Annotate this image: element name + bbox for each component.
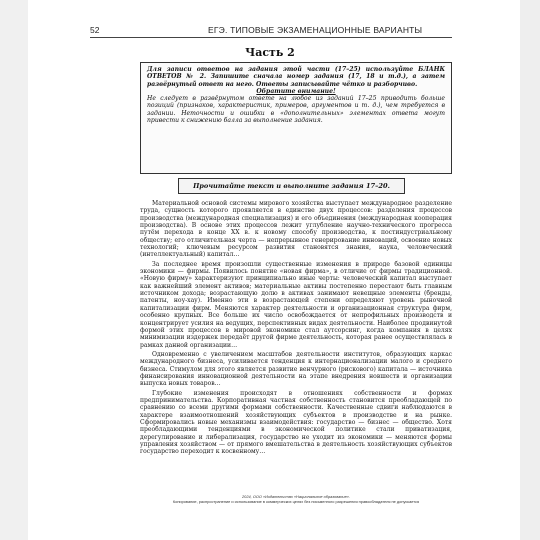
page-margin-left <box>0 0 28 540</box>
instructions-box <box>140 62 452 174</box>
page-number: 52 <box>90 25 100 35</box>
footer-copyright: 2024, ООО «Издательство «Национальное образование». <box>242 494 350 499</box>
page-header <box>90 22 452 38</box>
paragraph: Глубокие изменения происходят в отношениях собственности и формах предпринимательства. Корпоративная частная собственность становится преобладающей по сравнению со всеми другими формами собственности. Качественные сдвиги наблюдаются в характере взаимоотношений хозяйствующих субъектов в производстве и на рынке. Сформировались новые механизмы взаимодействия: государство — бизнес — общество. Хотя преобладающими тенденциями в экономической политике стали приватизация, дерегулирование и либерализация, государство не уходит из экономики — меняются формы управления хозяйством — от прямого вмешательства в деятельность хозяйствующих субъектов государство переходит к косвенному… <box>140 389 452 456</box>
part-title: Часть 2 <box>245 46 295 59</box>
header-rule <box>90 37 452 38</box>
instructions-attention: Обратите внимание! <box>256 87 336 95</box>
instructions-bold: Для записи ответов на задания этой части (17–25) используйте БЛАНК ОТВЕТОВ № 2. Запишите сначала номер задания (17, 18 и т.д.), а затем развёрнутый ответ на него. Ответы записывайте чётко и разборчиво. <box>147 66 445 88</box>
header-title: ЕГЭ. ТИПОВЫЕ ЭКЗАМЕНАЦИОННЫЕ ВАРИАНТЫ <box>208 25 423 35</box>
page-footer <box>140 494 452 504</box>
paragraph: За последнее время произошли существенные изменения в природе базовой единицы экономики — фирмы. Появилось понятие «новая фирма», в отличие от фирмы традиционной. «Новую фирму» характеризуют принципиально иные черты: человеческий капитал выступает как важнейший элемент активов; материальные активы постепенно перестают быть главным источником дохода; возрастающую долю в активах занимают невещные элементы (бренды, патенты, ноу-хау). Именно эти в возрастающей степени определяют уровень рыночной капитализации фирм. Меняются характер деятельности и организационная структура фирм, особенно крупных. Все больше их число освобождается от непрофильных производств и концентрирует усилия на ведущих, перспективных видах деятельности. Наиболее продвинутой формой этих процессов в мировой экономике стал аутсорсинг, когда компания в целях минимизации издержек передаёт другой фирме деятельность, которая ранее осуществлялась в рамках данной организации… <box>140 260 452 349</box>
instructions-italic: Не следует в развёрнутом ответе на любое из заданий 17–25 приводить больше позиций (признаков, характеристик, примеров, аргументов и т. д.), чем требуется в задании. Неточности и ошибки в «дополнительных» элементах ответа могут привести к снижению балла за выполнение задания. <box>147 95 445 125</box>
paragraph: Одновременно с увеличением масштабов деятельности институтов, образующих каркас международного бизнеса, усиливается тенденция к интернационализации малого и среднего бизнеса. Стимулом для этого является развитие венчурного (рискового) капитала — источника финансирования инновационной деятельности на этапе внедрения новшеств и организации выпуска новых товаров… <box>140 350 452 388</box>
reading-text <box>140 200 452 458</box>
task-label: Прочитайте текст и выполните задания 17–20. <box>178 178 405 194</box>
footer-notice: Копирование, распространение и использование в коммерческих целях без письменного разрешения правообладателя не допускается <box>172 499 420 504</box>
page-margin-right <box>520 0 540 540</box>
paragraph: Материальной основой системы мирового хозяйства выступает международное разделение труда, сущность которого проявляется в единстве двух процессов: разделения процессов производства (международная специализация) и его объединения (международная кооперация производства). В основе этих процессов лежит углубление научно-технического прогресса путём перехода в конце XX в. к новому способу производства, к постиндустриальному обществу; его отличительная черта — непрерывное генерирование инноваций, освоение новых технологий; ключевым ресурсом развития становятся знания, наука, человеческий (интеллектуальный) капитал… <box>140 200 452 259</box>
